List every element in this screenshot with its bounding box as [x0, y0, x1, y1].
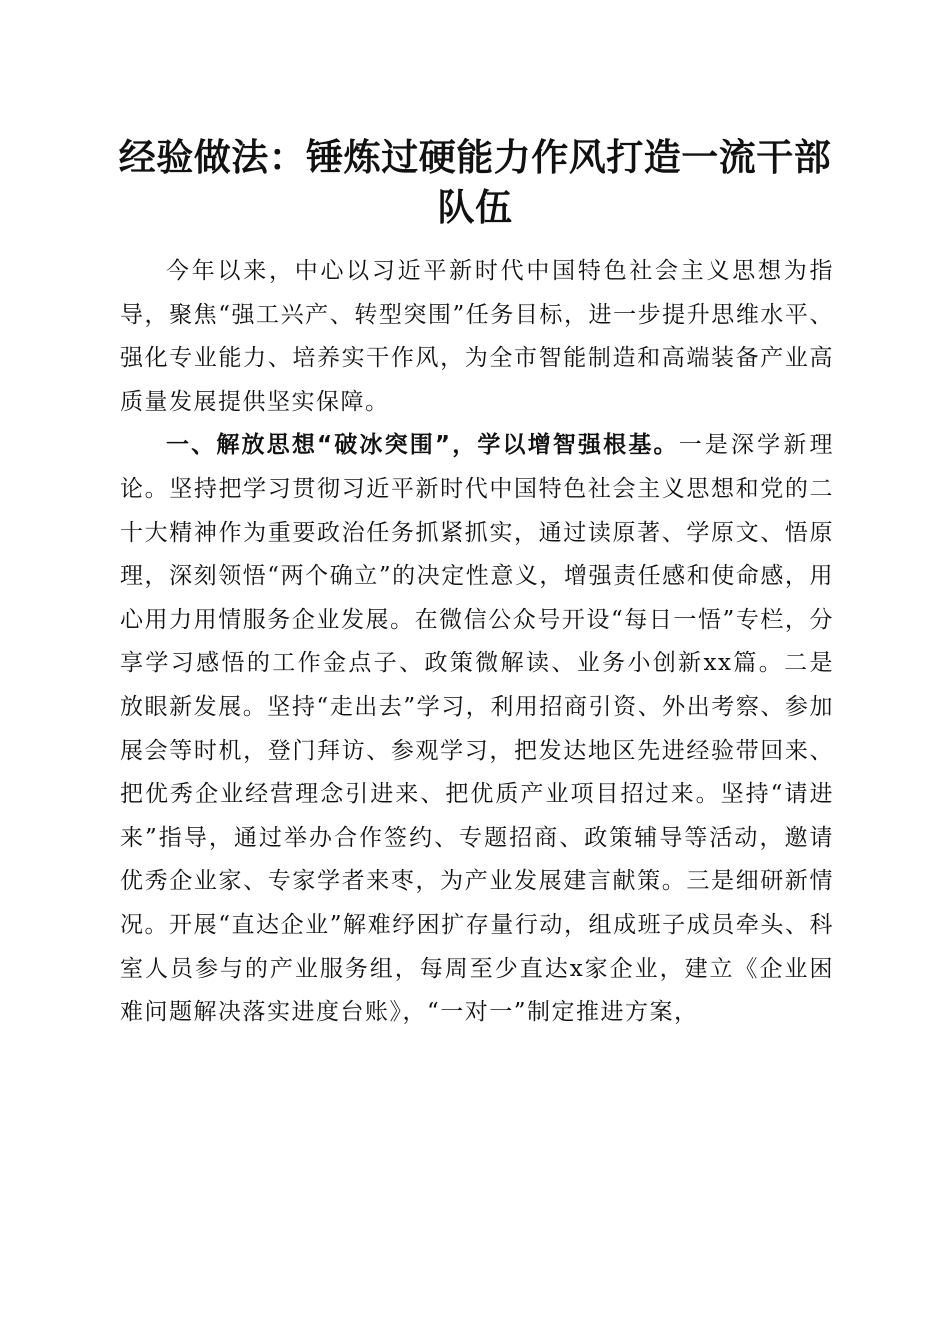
section-one-heading: 一、解放思想“破冰突围”，学以增智强根基。	[166, 432, 679, 459]
section-one-text: 一是深学新理论。坚持把学习贯彻习近平新时代中国特色社会主义思想和党的二十大精神作为重要政治任务抓紧抓实，通过读原著、学原文、悟原理，深刻领悟“两个确立”的决定性意义，增强责任感和使命感，用心用力用情服务企业发展。在微信公众号开设“每日一悟”专栏，分享学习感悟的工作金点子、政策微解读、业务小创新xx篇。二是放眼新发展。坚持“走出去”学习，利用招商引资、外出考察、参加展会等时机，登门拜访、参观学习，把发达地区先进经验带回来、把优秀企业经营理念引进来、把优质产业项目招过来。坚持“请进来”指导，通过举办合作签约、专题招商、政策辅导等活动，邀请优秀企业家、专家学者来枣，为产业发展建言献策。三是细研新情况。开展“直达企业”解难纾困扩存量行动，组成班子成员牵头、科室人员参与的产业服务组，每周至少直达x家企业，建立《企业困难问题解决落实进度台账》，“一对一”制定推进方案，	[120, 432, 835, 1026]
intro-paragraph-text: 今年以来，中心以习近平新时代中国特色社会主义思想为指导，聚焦“强工兴产、转型突围”任务目标，进一步提升思维水平、强化专业能力、培养实干作风，为全市智能制造和高端装备产业高质量发展提供坚实保障。	[120, 258, 834, 415]
intro-paragraph	[120, 250, 834, 424]
section-one-paragraph	[120, 424, 834, 1034]
document-title: 经验做法：锤炼过硬能力作风打造一流干部队伍	[118, 135, 832, 229]
document-body	[120, 250, 834, 1035]
